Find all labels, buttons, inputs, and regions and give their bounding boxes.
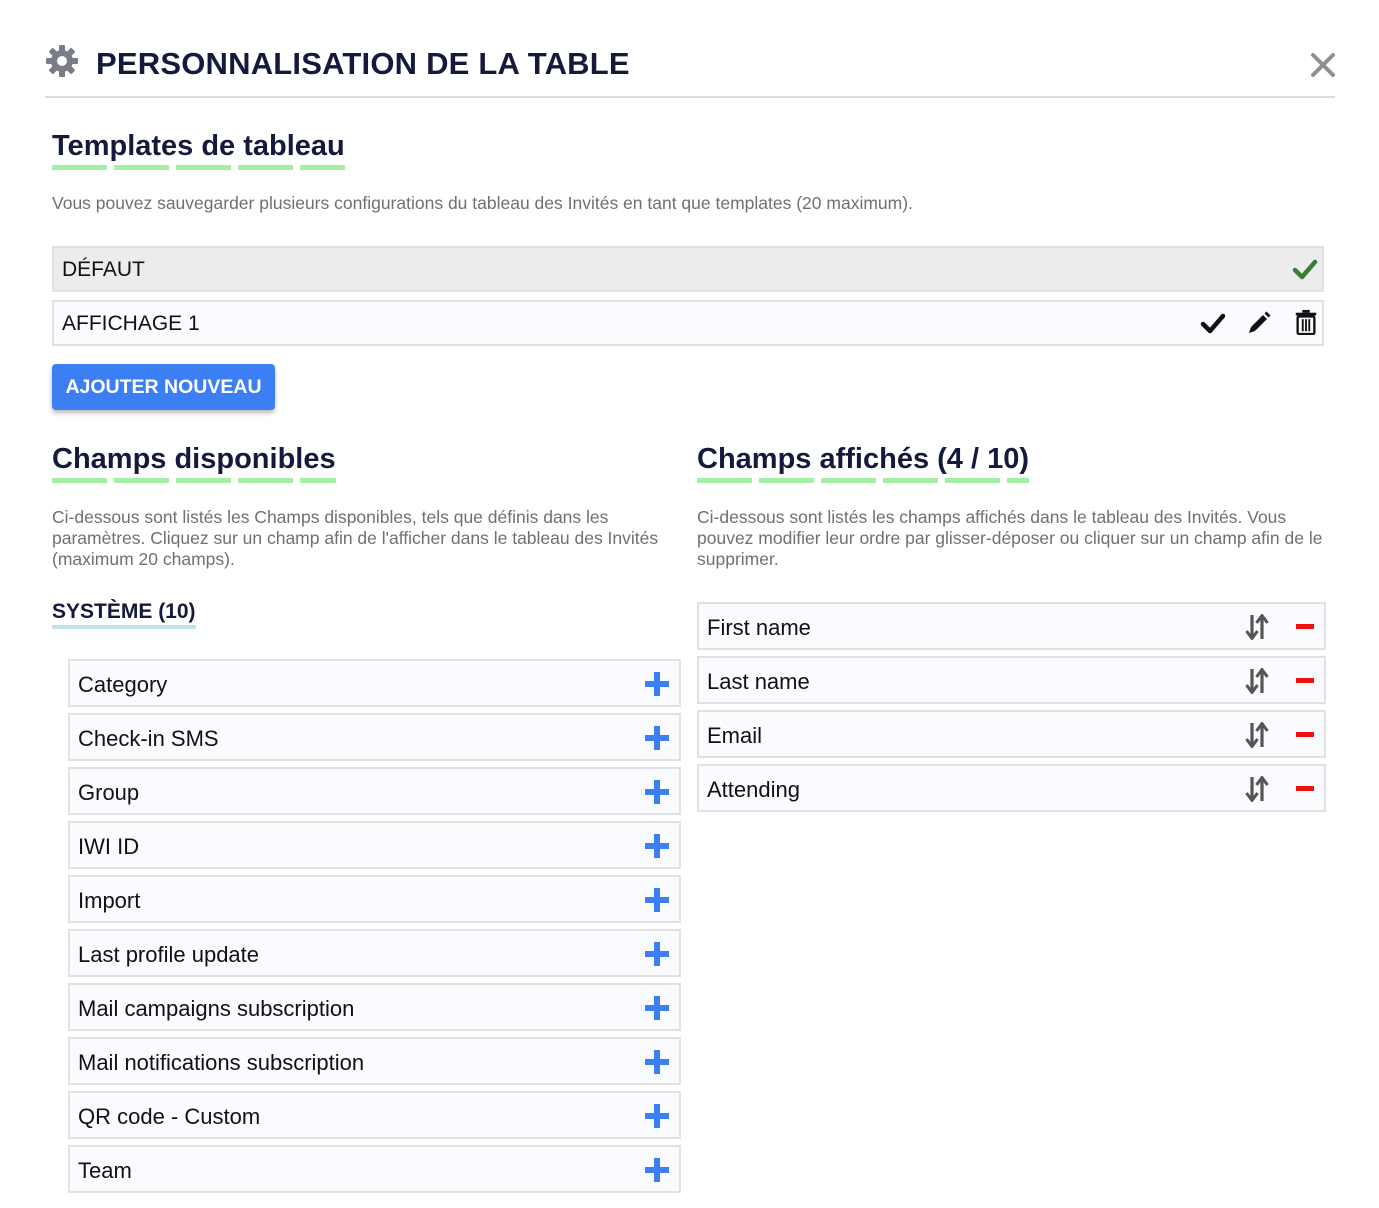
- displayed-heading-text: Champs affichés (4 / 10): [697, 443, 1029, 475]
- displayed-field-row[interactable]: [697, 710, 1326, 758]
- modal-title: PERSONNALISATION DE LA TABLE: [96, 46, 630, 81]
- field-label: Group: [78, 780, 140, 805]
- pencil-icon[interactable]: [1246, 310, 1272, 336]
- templates-description: Vous pouvez sauvegarder plusieurs configurations du tableau des Invités en tant que templates (20 maximum).: [52, 193, 913, 213]
- available-heading: [52, 441, 336, 477]
- heading-underline: [52, 165, 345, 170]
- available-field-row[interactable]: [68, 713, 681, 761]
- system-group-label-text: SYSTÈME (10): [52, 600, 196, 623]
- field-label: Mail notifications subscription: [78, 1050, 365, 1075]
- sort-icon[interactable]: [1244, 775, 1270, 803]
- sort-icon[interactable]: [1244, 721, 1270, 749]
- field-label: Import: [78, 888, 141, 913]
- template-label: AFFICHAGE 1: [62, 312, 200, 335]
- available-field-row[interactable]: [68, 821, 681, 869]
- check-active-icon: [1292, 257, 1318, 283]
- plus-icon[interactable]: [645, 834, 669, 858]
- sort-icon[interactable]: [1244, 667, 1270, 695]
- plus-icon[interactable]: [645, 1050, 669, 1074]
- minus-icon[interactable]: [1296, 786, 1314, 791]
- close-icon[interactable]: [1310, 52, 1336, 78]
- available-field-row[interactable]: [68, 1145, 681, 1193]
- minus-icon[interactable]: [1296, 678, 1314, 683]
- minus-icon[interactable]: [1296, 624, 1314, 629]
- field-label: QR code - Custom: [78, 1104, 261, 1129]
- plus-icon[interactable]: [645, 672, 669, 696]
- templates-heading-text: Templates de tableau: [52, 130, 345, 162]
- field-label: Category: [78, 672, 168, 697]
- displayed-heading: [697, 441, 1029, 477]
- group-underline: [52, 625, 196, 629]
- template-label: DÉFAUT: [62, 258, 145, 281]
- available-field-row[interactable]: [68, 929, 681, 977]
- trash-icon[interactable]: [1293, 309, 1319, 335]
- plus-icon[interactable]: [645, 942, 669, 966]
- available-field-row[interactable]: [68, 1091, 681, 1139]
- template-row-default[interactable]: [52, 246, 1324, 292]
- field-label: IWI ID: [78, 834, 140, 859]
- modal-header: [45, 38, 1335, 98]
- field-label: Mail campaigns subscription: [78, 996, 355, 1021]
- available-field-row[interactable]: [68, 875, 681, 923]
- displayed-field-row[interactable]: [697, 602, 1326, 650]
- available-field-row[interactable]: [68, 659, 681, 707]
- heading-underline: [697, 478, 1029, 483]
- plus-icon[interactable]: [645, 1104, 669, 1128]
- field-label: Last name: [707, 669, 810, 694]
- plus-icon[interactable]: [645, 1158, 669, 1182]
- available-description: Ci-dessous sont listés les Champs disponibles, tels que définis dans les paramètres. Cliquez sur un champ afin de l'afficher dans le tableau des Invités (maximum 20 champs).: [52, 507, 659, 569]
- available-field-row[interactable]: [68, 1037, 681, 1085]
- plus-icon[interactable]: [645, 996, 669, 1020]
- displayed-field-row[interactable]: [697, 764, 1326, 812]
- field-label: Team: [78, 1158, 132, 1183]
- add-template-button[interactable]: AJOUTER NOUVEAU: [52, 364, 275, 410]
- plus-icon[interactable]: [645, 888, 669, 912]
- plus-icon[interactable]: [645, 780, 669, 804]
- available-heading-text: Champs disponibles: [52, 443, 336, 475]
- templates-heading: [52, 128, 345, 164]
- field-label: First name: [707, 615, 811, 640]
- field-label: Check-in SMS: [78, 726, 219, 751]
- field-label: Email: [707, 723, 763, 748]
- heading-underline: [52, 478, 336, 483]
- available-field-row[interactable]: [68, 983, 681, 1031]
- displayed-field-row[interactable]: [697, 656, 1326, 704]
- plus-icon[interactable]: [645, 726, 669, 750]
- sort-icon[interactable]: [1244, 613, 1270, 641]
- available-field-row[interactable]: [68, 767, 681, 815]
- check-icon[interactable]: [1200, 311, 1226, 337]
- template-row-affichage-1[interactable]: [52, 300, 1324, 346]
- minus-icon[interactable]: [1296, 732, 1314, 737]
- field-label: Attending: [707, 777, 800, 802]
- displayed-description: Ci-dessous sont listés les champs affichés dans le tableau des Invités. Vous pouvez modifier leur ordre par glisser-déposer ou cliquer sur un champ afin de le supprimer.: [697, 507, 1323, 569]
- system-group-label: [52, 600, 196, 624]
- gear-icon: [45, 44, 79, 78]
- field-label: Last profile update: [78, 942, 260, 967]
